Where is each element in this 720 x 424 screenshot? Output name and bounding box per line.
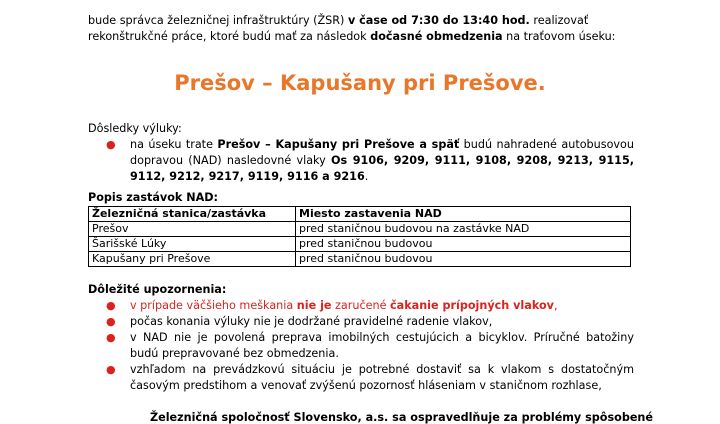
note-text: počas konania výluky nie je dodržané pravidelné radenie vlakov, xyxy=(130,315,493,328)
list-item xyxy=(104,314,634,330)
intro-text-1: bude správca železničnej infraštruktúry (ŽSR) xyxy=(88,14,348,27)
table-row xyxy=(89,222,631,237)
station-cell: Šarišské Lúky xyxy=(89,237,296,252)
note-text: zaručené xyxy=(331,299,391,312)
bullet-icon: ● xyxy=(106,315,116,328)
note-text: v prípade väčšieho meškania xyxy=(130,299,297,312)
intro-text-3: na traťovom úseku: xyxy=(502,30,616,43)
notes-list xyxy=(104,298,634,394)
consequences-list xyxy=(104,137,634,185)
bullet-icon: ● xyxy=(106,299,116,312)
note-bold: nie je xyxy=(296,299,332,312)
item-text: . xyxy=(364,170,369,183)
intro-paragraph xyxy=(88,13,648,45)
bullet-icon: ● xyxy=(106,363,116,376)
footer-statement: Železničná spoločnosť Slovensko, a.s. sa ospravedlňuje za problémy spôsobené xyxy=(150,411,653,424)
list-item xyxy=(104,298,634,314)
note-bold: čakanie prípojných vlakov xyxy=(390,299,554,312)
intro-restrictions: dočasné obmedzenia xyxy=(370,30,503,43)
item-text: na úseku trate xyxy=(130,138,218,151)
column-header-station: Železničná stanica/zastávka xyxy=(89,207,296,222)
intro-text-2: realizovať rekonštrukčné práce, ktoré budú mať za následok xyxy=(88,14,589,43)
item-trains: Os 9106, 9209, 9111, 9108, 9208, 9213, 9115, 9112, 9212, 9217, 9119, 9116 a 9216 xyxy=(130,154,634,183)
column-header-place: Miesto zastavenia NAD xyxy=(296,207,631,222)
consequences-title: Dôsledky výluky: xyxy=(88,122,182,135)
stops-title: Popis zastávok NAD: xyxy=(88,191,218,204)
note-text: vzhľadom na prevádzkovú situáciu je potrebné dostaviť sa k vlakom s dostatočným časovým predstihom a venovať zvýšenú pozornosť hláseniam v staničnom rozhlase, xyxy=(130,363,634,392)
item-text: budú nahradené autobusovou dopravou (NAD) nasledovné vlaky xyxy=(130,138,634,167)
stops-table xyxy=(88,206,631,267)
list-item xyxy=(104,137,634,185)
item-route: Prešov – Kapušany pri Prešove a späť xyxy=(217,138,460,151)
list-item xyxy=(104,362,634,394)
note-text: , xyxy=(553,299,558,312)
intro-time: v čase od 7:30 do 13:40 hod. xyxy=(347,14,530,27)
route-title: Prešov – Kapušany pri Prešove. xyxy=(174,71,546,95)
table-header-row xyxy=(89,207,631,222)
bullet-icon: ● xyxy=(106,331,116,344)
place-cell: pred staničnou budovou xyxy=(296,237,631,252)
station-cell: Kapušany pri Prešove xyxy=(89,252,296,267)
place-cell: pred staničnou budovou xyxy=(296,252,631,267)
bullet-icon: ● xyxy=(106,138,116,151)
table-row xyxy=(89,237,631,252)
note-text: v NAD nie je povolená preprava imobilných cestujúcich a bicyklov. Príručné batožiny budú prepravované bez obmedzenia. xyxy=(130,331,634,360)
table-row xyxy=(89,252,631,267)
notes-title: Dôležité upozornenia: xyxy=(88,283,227,296)
station-cell: Prešov xyxy=(89,222,296,237)
list-item xyxy=(104,330,634,362)
place-cell: pred staničnou budovou na zastávke NAD xyxy=(296,222,631,237)
